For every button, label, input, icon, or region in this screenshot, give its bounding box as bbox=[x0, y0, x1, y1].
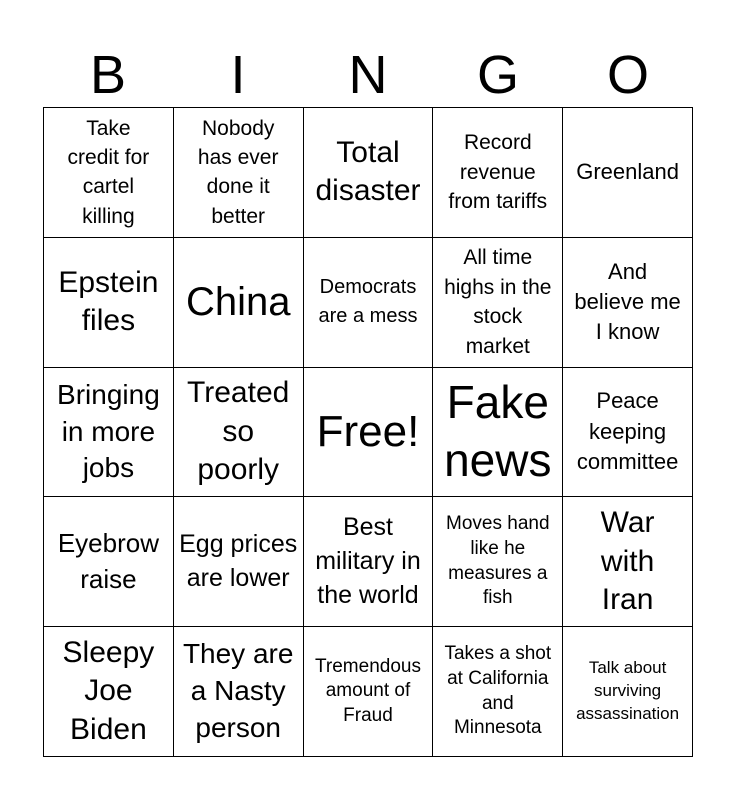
bingo-cell[interactable] bbox=[44, 368, 174, 498]
bingo-cell[interactable] bbox=[174, 627, 304, 757]
bingo-cell[interactable] bbox=[433, 627, 563, 757]
cell-text: Sleepy Joe Biden bbox=[62, 636, 155, 746]
bingo-cell[interactable] bbox=[174, 368, 304, 498]
bingo-cell[interactable] bbox=[304, 238, 434, 368]
cell-text: War with Iran bbox=[600, 506, 655, 616]
cell-text: Eyebrow raise bbox=[57, 528, 159, 594]
cell-text: Treated so poorly bbox=[187, 376, 290, 487]
cell-text: Takes a shot at California and Minnesota bbox=[444, 643, 552, 739]
cell-text: China bbox=[185, 280, 291, 325]
bingo-board bbox=[43, 107, 693, 757]
header-letter-n: N bbox=[348, 45, 388, 105]
bingo-cell[interactable] bbox=[304, 108, 434, 238]
cell-text: Free! bbox=[316, 406, 420, 456]
bingo-cell[interactable] bbox=[44, 627, 174, 757]
cell-text: Nobody has ever done it better bbox=[197, 116, 279, 228]
cell-text: Moves hand like he measures a fish bbox=[446, 513, 550, 609]
cell-text: Talk about surviving assassination bbox=[576, 658, 680, 724]
cell-text: And believe me I know bbox=[574, 258, 681, 345]
cell-text: Fake news bbox=[444, 376, 552, 486]
bingo-cell[interactable] bbox=[433, 108, 563, 238]
cell-text: Best military in the world bbox=[315, 513, 421, 609]
bingo-cell[interactable] bbox=[174, 238, 304, 368]
cell-text: Tremendous amount of Fraud bbox=[315, 655, 421, 726]
header-letter-i: I bbox=[230, 45, 246, 105]
bingo-cell[interactable] bbox=[44, 238, 174, 368]
cell-text: Greenland bbox=[576, 159, 679, 185]
cell-text: Bringing in more jobs bbox=[57, 378, 160, 484]
bingo-cell[interactable] bbox=[563, 497, 693, 627]
header-letter-g: G bbox=[476, 45, 519, 105]
cell-text: Total disaster bbox=[315, 136, 421, 208]
bingo-header bbox=[43, 44, 693, 106]
bingo-cell[interactable] bbox=[174, 497, 304, 627]
cell-text: All time highs in the stock market bbox=[444, 246, 552, 358]
header-letter-o: O bbox=[606, 45, 649, 105]
bingo-cell[interactable] bbox=[563, 627, 693, 757]
bingo-cell[interactable] bbox=[433, 497, 563, 627]
cell-text: Egg prices are lower bbox=[179, 530, 298, 592]
bingo-cell[interactable] bbox=[174, 108, 304, 238]
bingo-cell[interactable] bbox=[304, 497, 434, 627]
cell-text: Peace keeping committee bbox=[576, 388, 679, 475]
bingo-cell[interactable] bbox=[563, 238, 693, 368]
bingo-cell[interactable] bbox=[44, 497, 174, 627]
bingo-cell[interactable] bbox=[44, 108, 174, 238]
cell-text: They are a Nasty person bbox=[182, 638, 294, 744]
bingo-cell[interactable] bbox=[433, 368, 563, 498]
header-letter-b: B bbox=[89, 45, 127, 105]
bingo-cell[interactable] bbox=[563, 108, 693, 238]
bingo-cell[interactable] bbox=[304, 368, 434, 498]
cell-text: Epstein files bbox=[58, 265, 159, 338]
bingo-cell[interactable] bbox=[304, 627, 434, 757]
cell-text: Take credit for cartel killing bbox=[67, 116, 150, 228]
bingo-cell[interactable] bbox=[433, 238, 563, 368]
cell-text: Democrats are a mess bbox=[318, 276, 418, 328]
cell-text: Record revenue from tariffs bbox=[448, 131, 548, 214]
bingo-cell[interactable] bbox=[563, 368, 693, 498]
